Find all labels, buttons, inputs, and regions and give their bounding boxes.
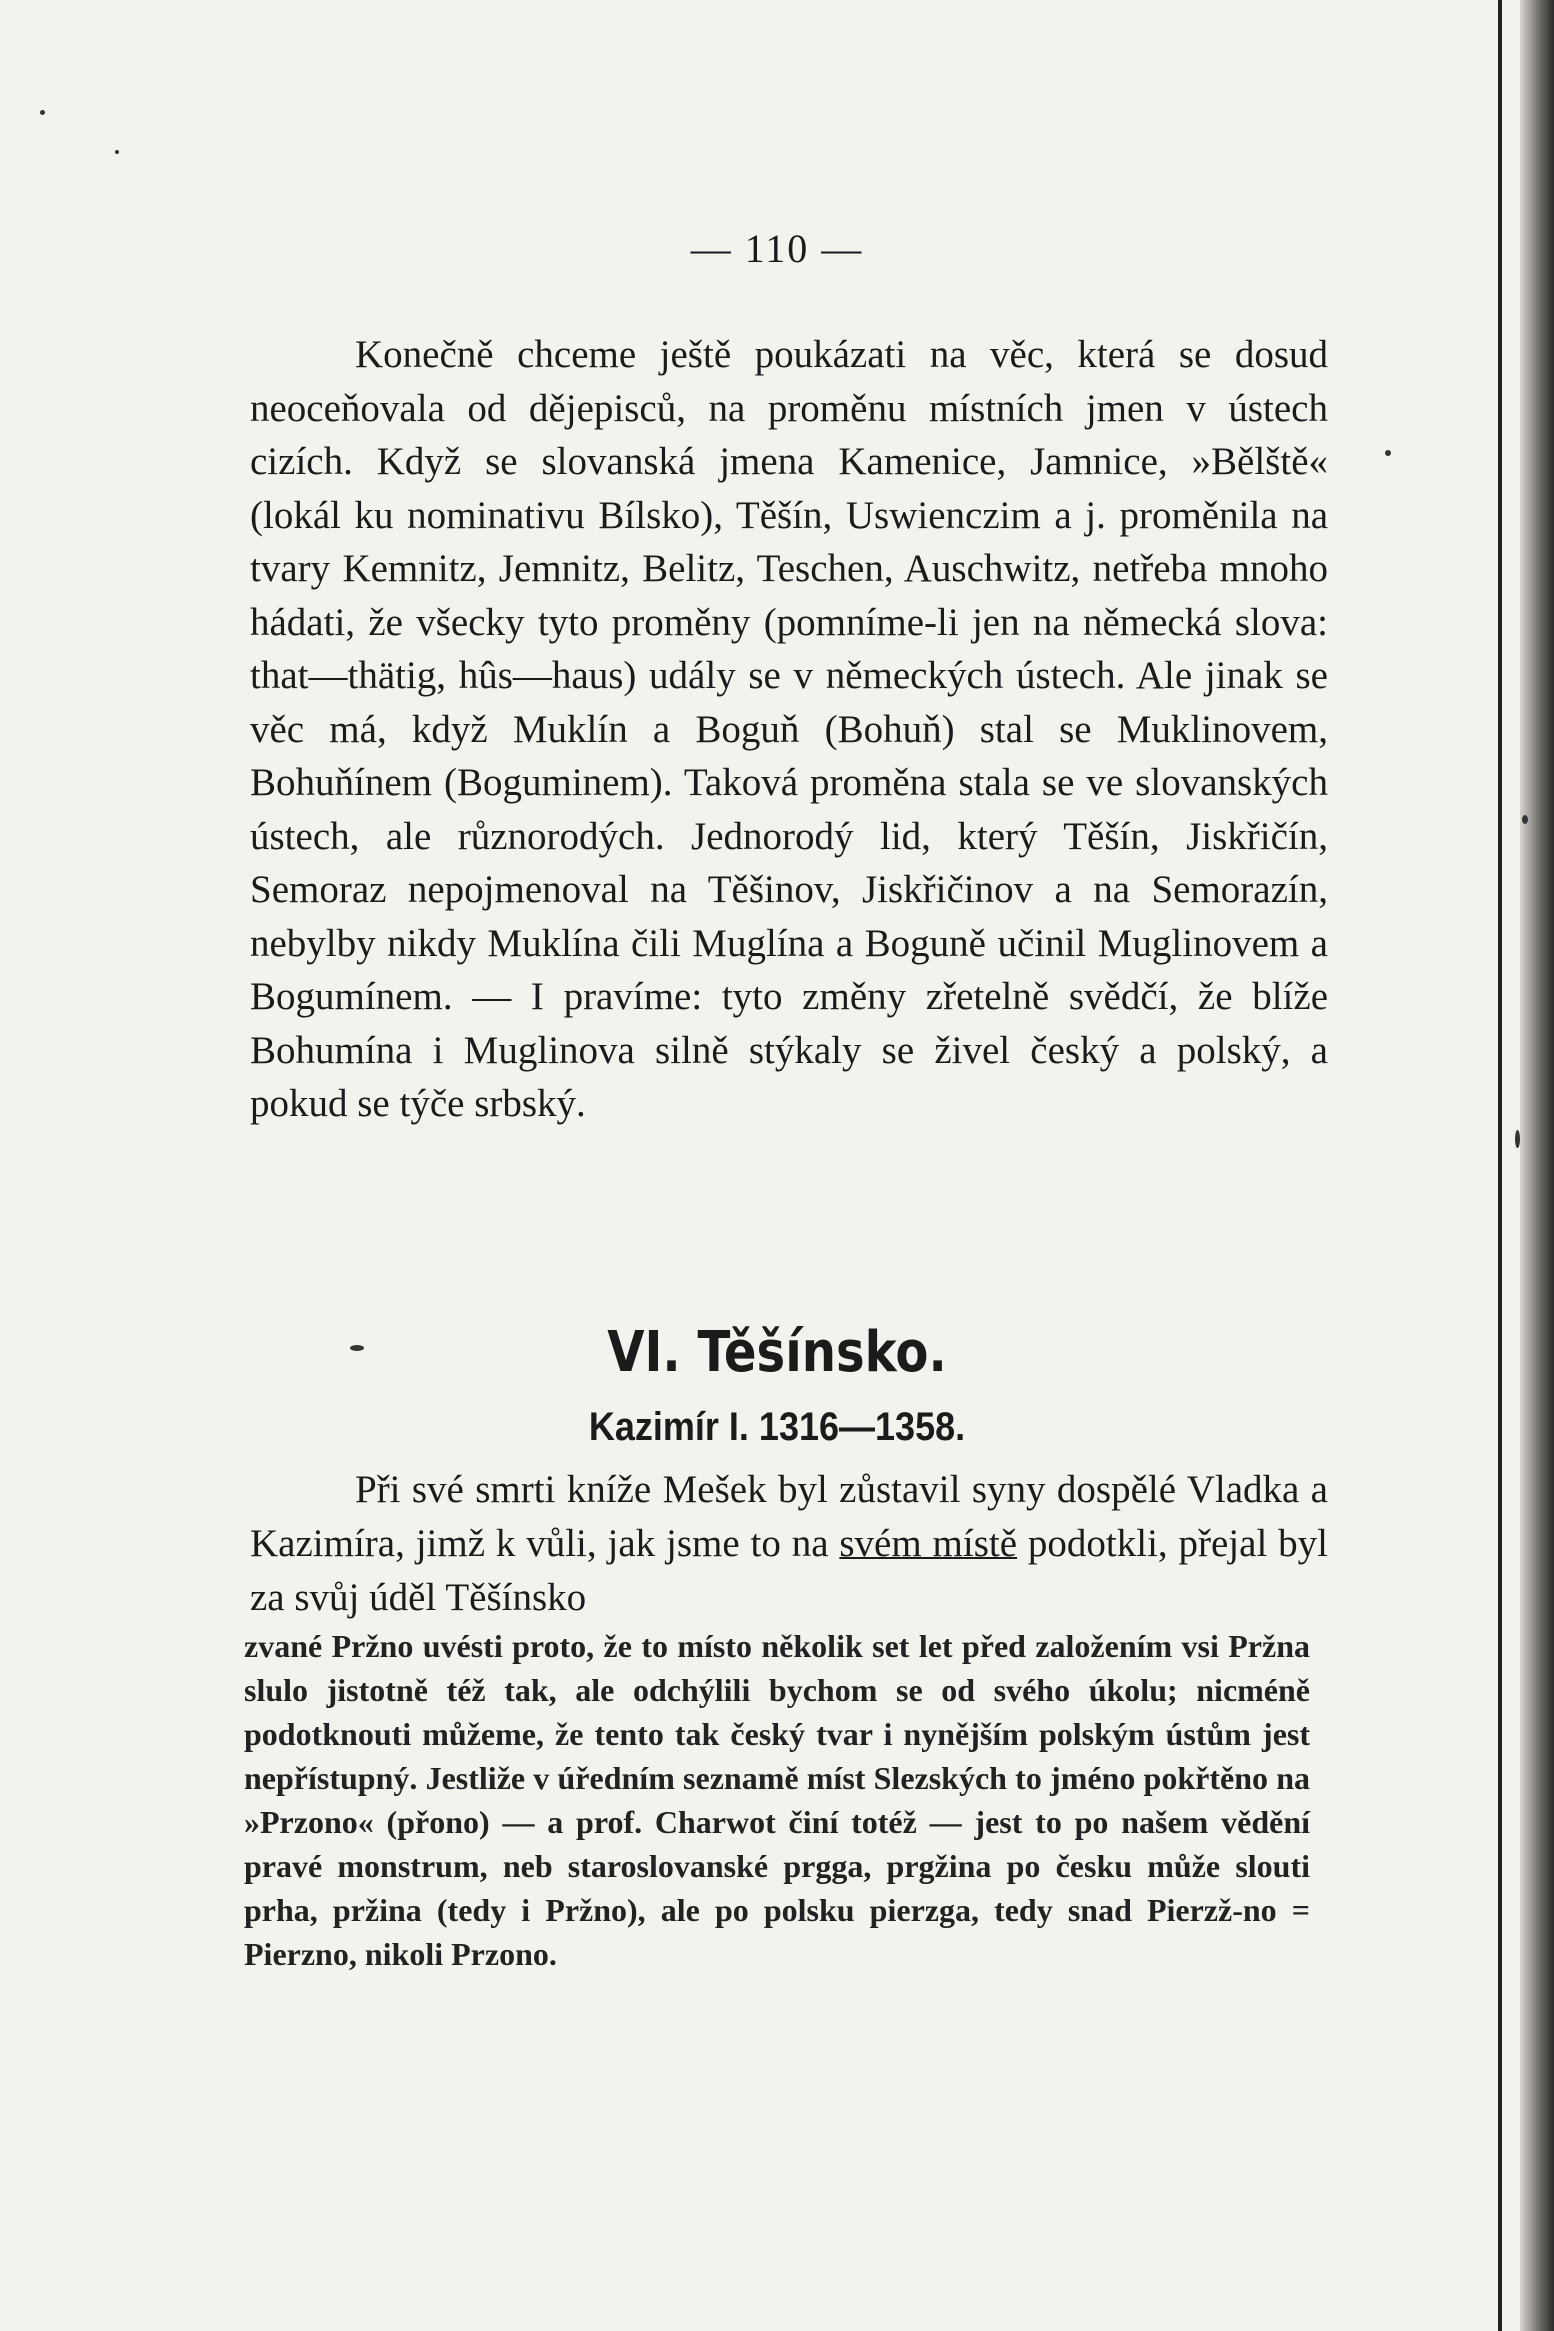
page-edge-rule [1498,0,1502,2331]
scan-speck [1385,450,1391,456]
paragraph-2 [250,1463,1328,1625]
scan-speck [1515,1130,1520,1148]
paragraph-2-text [250,1463,1328,1625]
paragraph-2-part-2: podotkli, přejal byl za svůj úděl Těšínsko [250,1522,1328,1619]
footnote: zvané Pržno uvésti proto, že to místo několik set let před založením vsi Pržna slulo jistotně též tak, ale odchýlili bychom se od svého úkolu; nicméně podotknouti můžeme, že tento tak český tvar i nynějším polským ústům jest nepřístupný. Jestliže v úředním seznamě míst Slezských to jméno pokřtěno na »Przono« (přono) — a prof. Charwot činí totéž — jest to po našem vědění pravé monstrum, neb staroslovanské prgga, prgžina po česku může slouti prha, pržina (tedy i Pržno), ale po polsku pierzga, tedy snad Pierzž-no = Pierzno, nikoli Przono. [244,1628,1310,1972]
paragraph-2-part-1: Při své smrti kníže Mešek byl zůstavil syny dospělé Vladka a Kazimíra, jimž k vůli, jak jsme to na [250,1468,1328,1565]
scan-speck [1522,815,1528,824]
paragraph-1-text: Konečně chceme ještě poukázati na věc, která se dosud neoceňovala od dějepisců, na proměnu místních jmen v ústech cizích. Když se slovanská jmena Kamenice, Jamnice, »Bělště« (lokál ku nominativu Bílsko), Těšín, Uswienczim a j. proměnila na tvary Kemnitz, Jemnitz, Belitz, Teschen, Auschwitz, netřeba mnoho hádati, že všecky tyto proměny (pomníme-li jen na německá slova: that—thätig, hûs—haus) udály se v německých ústech. Ale jinak se věc má, když Muklín a Boguň (Bohuň) stal se Muklinovem, Bohuňínem (Boguminem). Taková proměna stala se ve slovanských ústech, ale různorodých. Jednorodý lid, který Těšín, Jiskřičín, Semoraz nepojmenoval na Těšinov, Jiskřičinov a na Semorazín, nebylby nikdy Muklína čili Muglína a Boguně učinil Muglinovem a Bogumínem. — I pravíme: tyto změny zřetelně svědčí, že blíže Bohumína i Muglinova silně stýkaly se živel český a polský, a pokud se týče srbský. [250,333,1328,1125]
section-title: VI. Těšínsko. [607,1320,947,1385]
scan-speck [40,110,45,115]
section-subtitle: Kazimír I. 1316—1358. [588,1405,966,1449]
page-edge-shadow [1520,0,1554,2331]
page-number: — 110 — [690,226,864,271]
scan-speck [115,150,119,154]
paragraph-1 [250,328,1328,1131]
underlined-phrase: svém místě [839,1522,1018,1565]
